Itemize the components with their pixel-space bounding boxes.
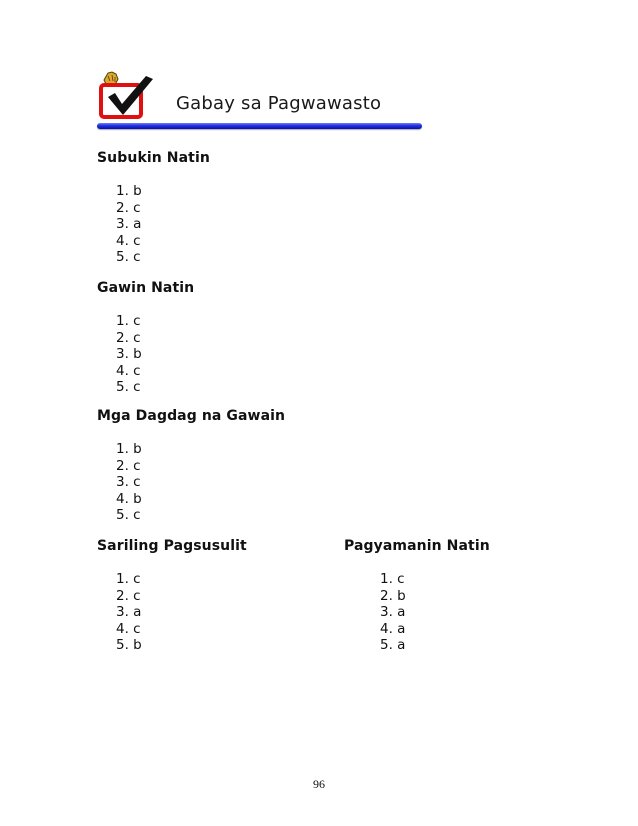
list-item: 2. c <box>116 457 141 474</box>
list-item: 3. a <box>116 216 142 232</box>
section-heading: Sariling Pagsusulit <box>97 538 247 554</box>
list-item: 2. c <box>116 199 141 216</box>
section-subukin-natin <box>97 150 210 266</box>
page-number: 96 <box>313 777 325 791</box>
answer-list <box>97 313 194 396</box>
header-divider <box>97 123 422 129</box>
section-gawin-natin <box>97 280 194 396</box>
list-item: 4. a <box>380 620 406 637</box>
list-item: 1. c <box>380 571 405 587</box>
list-item: 4. c <box>116 232 141 249</box>
list-item: 1. c <box>116 313 141 329</box>
list-item: 3. a <box>116 604 142 620</box>
section-sariling-pagsusulit <box>97 538 247 654</box>
answer-list <box>344 571 490 654</box>
answer-list <box>97 183 210 266</box>
answer-list <box>97 571 247 654</box>
list-item: 5. b <box>116 637 142 653</box>
list-item: 5. c <box>116 507 141 523</box>
list-item: 4. c <box>116 362 141 379</box>
section-mga-dagdag-na-gawain <box>97 408 285 524</box>
list-item: 2. b <box>380 587 406 604</box>
list-item: 1. b <box>116 183 142 199</box>
page-title: Gabay sa Pagwawasto <box>176 93 382 114</box>
section-heading: Gawin Natin <box>97 280 195 296</box>
answer-list <box>97 441 285 524</box>
list-item: 4. b <box>116 490 142 507</box>
list-item: 3. c <box>116 474 141 490</box>
section-heading: Subukin Natin <box>97 150 210 166</box>
list-item: 2. c <box>116 329 141 346</box>
section-pagyamanin-natin <box>344 538 490 654</box>
list-item: 1. b <box>116 441 142 457</box>
list-item: 1. c <box>116 571 141 587</box>
section-heading: Mga Dagdag na Gawain <box>97 408 286 424</box>
checkbox-check-icon <box>98 70 156 120</box>
list-item: 4. c <box>116 620 141 637</box>
list-item: 5. c <box>116 249 141 265</box>
section-heading: Pagyamanin Natin <box>344 538 490 554</box>
list-item: 3. b <box>116 346 142 362</box>
list-item: 2. c <box>116 587 141 604</box>
list-item: 3. a <box>380 604 406 620</box>
list-item: 5. c <box>116 379 141 395</box>
list-item: 5. a <box>380 637 406 653</box>
